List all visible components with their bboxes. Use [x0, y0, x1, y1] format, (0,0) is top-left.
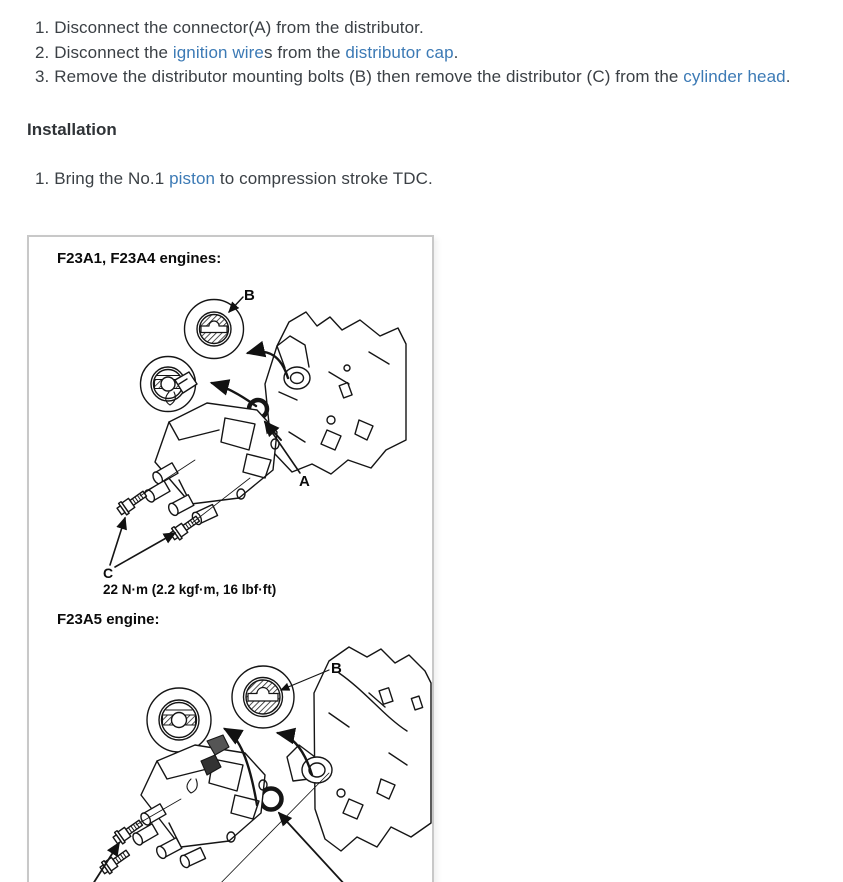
arrow-to-shaft-detail	[212, 383, 256, 406]
removal-step-2	[35, 41, 843, 66]
rotor-detail-circle-b	[232, 666, 294, 728]
label-a: A	[299, 472, 310, 490]
mounting-bolt	[115, 487, 148, 516]
step-text: to compression stroke TDC.	[215, 169, 433, 188]
label-b2: B	[331, 659, 342, 677]
removal-steps	[27, 16, 843, 90]
label-b: B	[244, 286, 255, 304]
label-c: C	[103, 564, 114, 581]
installation-steps	[27, 167, 843, 192]
step-text: 2. Disconnect the	[35, 42, 173, 62]
installation-step-1	[35, 167, 843, 192]
link-cylinder-head[interactable]: cylinder head	[683, 67, 786, 86]
step-text: s from the	[263, 42, 346, 62]
figure-caption-f23a1-f23a4: F23A1, F23A4 engines:	[57, 249, 222, 267]
distributor-art	[131, 735, 267, 869]
step-text: 1. Bring the No.1	[35, 169, 170, 188]
step-text: 1. Disconnect the connector(A) from the distributor.	[35, 18, 424, 37]
f23a5-diagram	[29, 633, 432, 882]
step-text: .	[453, 42, 459, 62]
shaft-detail-circle	[147, 688, 211, 752]
arrow-c-to-bolt-1	[110, 518, 125, 565]
cylinder-head-art	[265, 312, 406, 474]
link-piston[interactable]: piston	[169, 169, 216, 188]
removal-step-1	[35, 16, 843, 41]
mounting-bolt	[168, 512, 201, 541]
cylinder-head-art	[287, 647, 431, 851]
mounting-bolt	[98, 846, 131, 875]
arrow-c-to-bolt-2	[115, 533, 175, 567]
rotor-detail-circle-b	[185, 299, 244, 358]
figure-caption-f23a5: F23A5 engine:	[57, 610, 160, 628]
link-ignition-wire[interactable]: ignition wire	[172, 42, 264, 62]
distributor-figure	[27, 235, 434, 882]
torque-spec: 22 N·m (2.2 kgf·m, 16 lbf·ft)	[103, 581, 277, 597]
link-distributor-cap[interactable]: distributor cap	[345, 42, 454, 62]
installation-heading: Installation	[27, 119, 117, 139]
removal-step-3	[35, 65, 843, 90]
f23a1-f23a4-diagram	[29, 272, 432, 604]
step-text: 3. Remove the distributor mounting bolts (B) then remove the distributor (C) from the	[35, 67, 684, 86]
step-text: .	[785, 67, 791, 86]
